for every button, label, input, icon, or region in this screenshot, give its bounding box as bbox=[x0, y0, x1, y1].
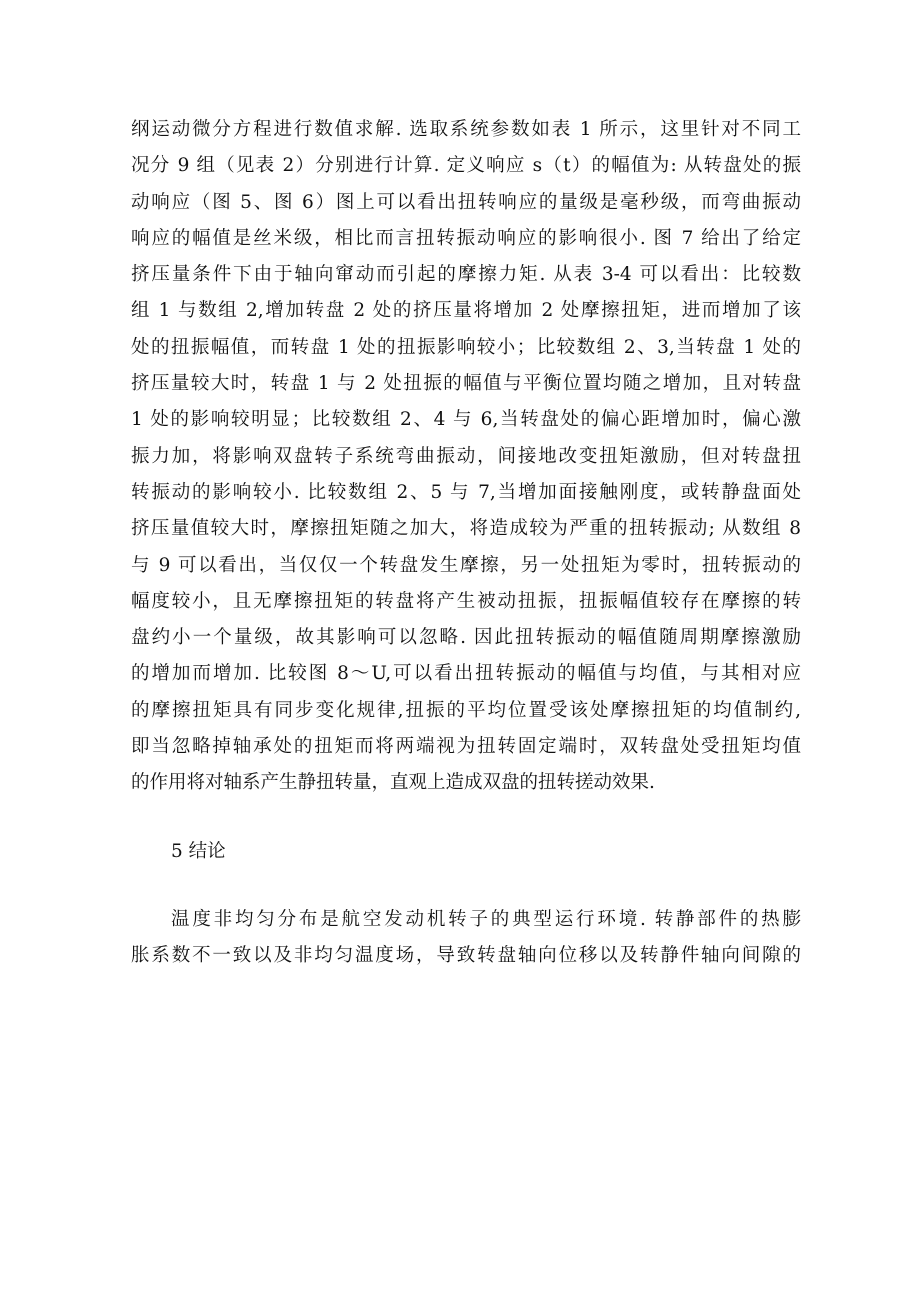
text-line: 挤压量值较大时，摩擦扭矩随之加大，将造成较为严重的扭转振动; 从数组 8 bbox=[131, 518, 801, 540]
document-body bbox=[131, 112, 801, 975]
text-line: 挤压量条件下由于轴向窜动而引起的摩擦力矩. 从表 3-4 可以看出：比较数 bbox=[131, 264, 801, 286]
text-line: 转振动的影响较小. 比较数组 2、5 与 7,当增加面接触刚度，或转静盘面处 bbox=[131, 481, 801, 503]
paragraph-2 bbox=[131, 902, 801, 975]
section-heading: 5 结论 bbox=[171, 840, 226, 862]
paragraph-1 bbox=[131, 112, 801, 802]
text-line: 组 1 与数组 2,增加转盘 2 处的挤压量将增加 2 处摩擦扭矩，进而增加了该 bbox=[131, 300, 801, 322]
text-line: 温度非均匀分布是航空发动机转子的典型运行环境. 转静部件的热膨 bbox=[171, 908, 801, 930]
text-line: 挤压量较大时，转盘 1 与 2 处扭振的幅值与平衡位置均随之增加，且对转盘 bbox=[131, 373, 801, 395]
text-line: 响应的幅值是丝米级，相比而言扭转振动响应的影响很小. 图 7 给出了给定 bbox=[131, 227, 801, 249]
text-line: 处的扭振幅值，而转盘 1 处的扭振影响较小；比较数组 2、3,当转盘 1 处的 bbox=[131, 336, 801, 358]
text-line: 1 处的影响较明显；比较数组 2、4 与 6,当转盘处的偏心距增加时，偏心激 bbox=[131, 409, 801, 431]
text-line: 幅度较小，且无摩擦扭矩的转盘将产生被动扭振，扭振幅值较存在摩擦的转 bbox=[131, 590, 801, 612]
text-line: 与 9 可以看出，当仅仅一个转盘发生摩擦，另一处扭矩为零时，扭转振动的 bbox=[131, 554, 801, 576]
paragraph-spacer bbox=[131, 870, 801, 902]
text-line: 胀系数不一致以及非均匀温度场，导致转盘轴向位移以及转静件轴向间隙的 bbox=[131, 945, 801, 967]
text-line: 的作用将对轴系产生静扭转量，直观上造成双盘的扭转搓动效果. bbox=[131, 772, 655, 794]
text-line: 的摩擦扭矩具有同步变化规律,扭振的平均位置受该处摩擦扭矩的均值制约, bbox=[131, 699, 801, 721]
text-line: 动响应（图 5、图 6）图上可以看出扭转响应的量级是毫秒级，而弯曲振动 bbox=[131, 191, 801, 213]
text-line: 况分 9 组（见表 2）分别进行计算. 定义响应 s（t）的幅值为: 从转盘处的振 bbox=[131, 155, 801, 177]
text-line: 的增加而增加. 比较图 8～U,可以看出扭转振动的幅值与均值，与其相对应 bbox=[131, 663, 801, 685]
text-line: 纲运动微分方程进行数值求解. 选取系统参数如表 1 所示，这里针对不同工 bbox=[131, 119, 801, 140]
text-line: 振力加，将影响双盘转子系统弯曲振动，间接地改变扭矩激励，但对转盘扭 bbox=[131, 445, 801, 467]
text-line: 盘约小一个量级，故其影响可以忽略. 因此扭转振动的幅值随周期摩擦激励 bbox=[131, 627, 801, 649]
text-line: 即当忽略掉轴承处的扭矩而将两端视为扭转固定端时，双转盘处受扭矩均值 bbox=[131, 736, 801, 758]
paragraph-spacer bbox=[131, 802, 801, 834]
